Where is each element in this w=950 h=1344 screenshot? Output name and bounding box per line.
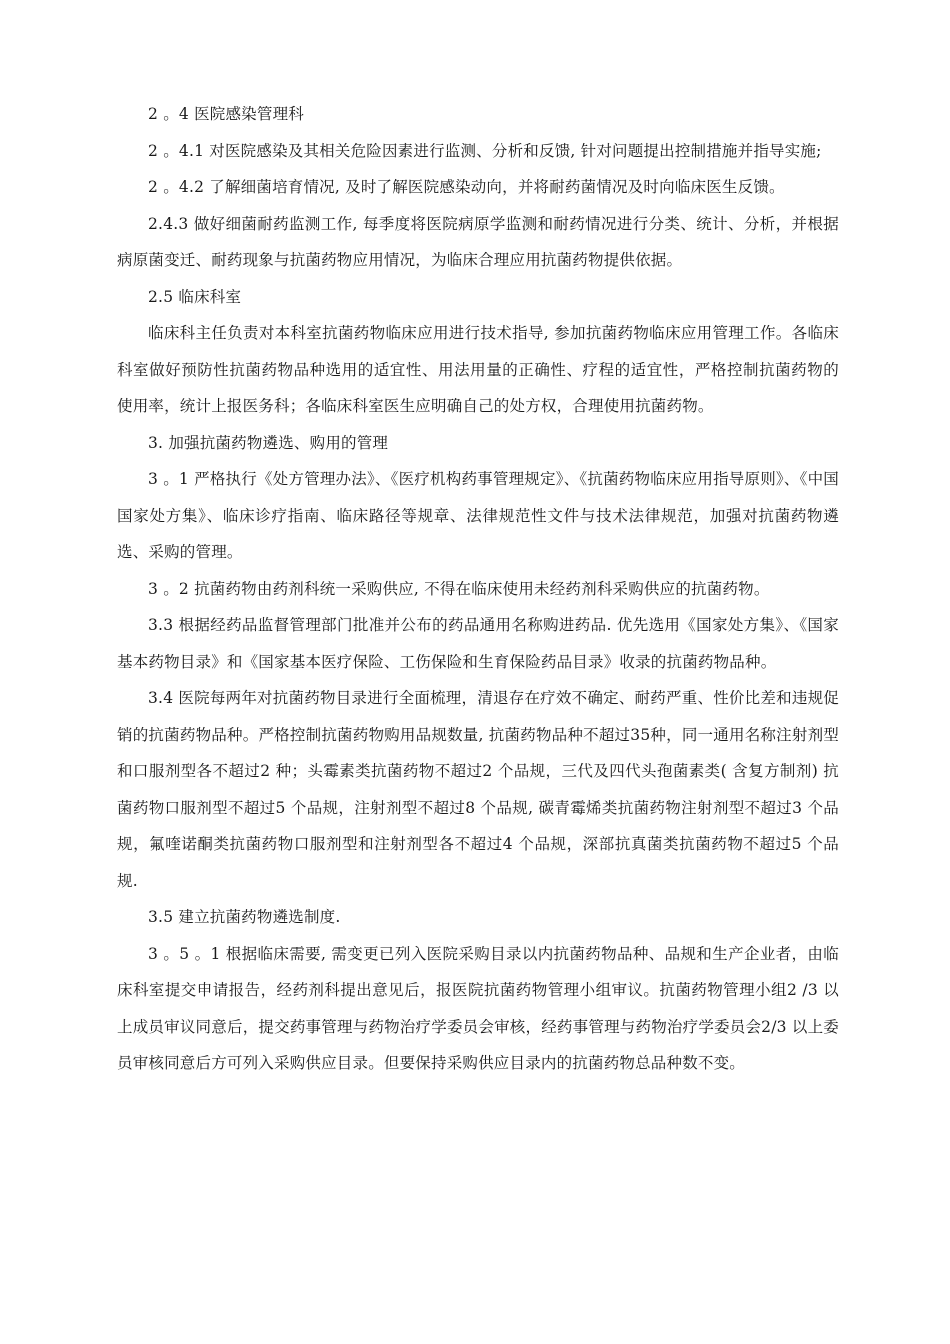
document-page bbox=[117, 96, 839, 1082]
section-heading-2-5: 2.5 临床科室 bbox=[148, 287, 242, 306]
paragraph-3-4: 3.4 医院每两年对抗菌药物目录进行全面梳理，清退存在疗效不确定、耐药严重、性价比差和违规促销的抗菌药物品种。严格控制抗菌药物购用品规数量, 抗菌药物品种不超过35种，同一通用名称注射剂型和口服剂型各不超过2 种；头霉素类抗菌药物不超过2 个品规，三代及四代头孢菌素类( 含复方制剂) 抗菌药物口服剂型不超过5 个品规，注射剂型不超过8 个品规, 碳青霉烯类抗菌药物注射剂型不超过3 个品规，氟喹诺酮类抗菌药物口服剂型和注射剂型各不超过4 个品规，深部抗真菌类抗菌药物不超过5 个品规. bbox=[117, 689, 839, 890]
section-heading-3: 3. 加强抗菌药物遴选、购用的管理 bbox=[148, 433, 389, 452]
paragraph-2-4-2: 2 。4.2 了解细菌培育情况, 及时了解医院感染动向，并将耐药菌情况及时向临床医生反馈。 bbox=[148, 178, 785, 196]
paragraph-2-4-3: 2.4.3 做好细菌耐药监测工作, 每季度将医院病原学监测和耐药情况进行分类、统计、分析，并根据病原菌变迁、耐药现象与抗菌药物应用情况，为临床合理应用抗菌药物提供依据。 bbox=[117, 214, 839, 269]
section-heading-3-5: 3.5 建立抗菌药物遴选制度. bbox=[148, 908, 341, 926]
paragraph-2-5-body: 临床科主任负责对本科室抗菌药物临床应用进行技术指导, 参加抗菌药物临床应用管理工作。各临床科室做好预防性抗菌药物品种选用的适宜性、用法用量的正确性、疗程的适宜性，严格控制抗菌药物的使用率，统计上报医务科；各临床科室医生应明确自己的处方权，合理使用抗菌药物。 bbox=[117, 324, 839, 415]
paragraph-3-1: 3 。1 严格执行《处方管理办法》、《医疗机构药事管理规定》、《抗菌药物临床应用指导原则》、《中国国家处方集》、临床诊疗指南、临床路径等规章、法律规范性文件与技术法律规范，加强对抗菌药物遴选、采购的管理。 bbox=[117, 470, 839, 561]
paragraph-3-5-1: 3 。5 。1 根据临床需要, 需变更已列入医院采购目录以内抗菌药物品种、品规和生产企业者，由临床科室提交申请报告，经药剂科提出意见后，报医院抗菌药物管理小组审议。抗菌药物管理小组2 /3 以上成员审议同意后，提交药事管理与药物治疗学委员会审核，经药事管理与药物治疗学委员会2/3 以上委员审核同意后方可列入采购供应目录。但要保持采购供应目录内的抗菌药物总品种数不变。 bbox=[117, 944, 839, 1072]
paragraph-3-3: 3.3 根据经药品监督管理部门批准并公布的药品通用名称购进药品. 优先选用《国家处方集》、《国家基本药物目录》和《国家基本医疗保险、工伤保险和生育保险药品目录》收录的抗菌药物品种。 bbox=[117, 616, 839, 671]
paragraph-2-4-1: 2 。4.1 对医院感染及其相关危险因素进行监测、分析和反馈, 针对问题提出控制措施并指导实施; bbox=[148, 141, 822, 160]
paragraph-3-2: 3 。2 抗菌药物由药剂科统一采购供应, 不得在临床使用未经药剂科采购供应的抗菌药物。 bbox=[148, 579, 770, 598]
section-heading-2-4: 2 。4 医院感染管理科 bbox=[148, 105, 304, 123]
